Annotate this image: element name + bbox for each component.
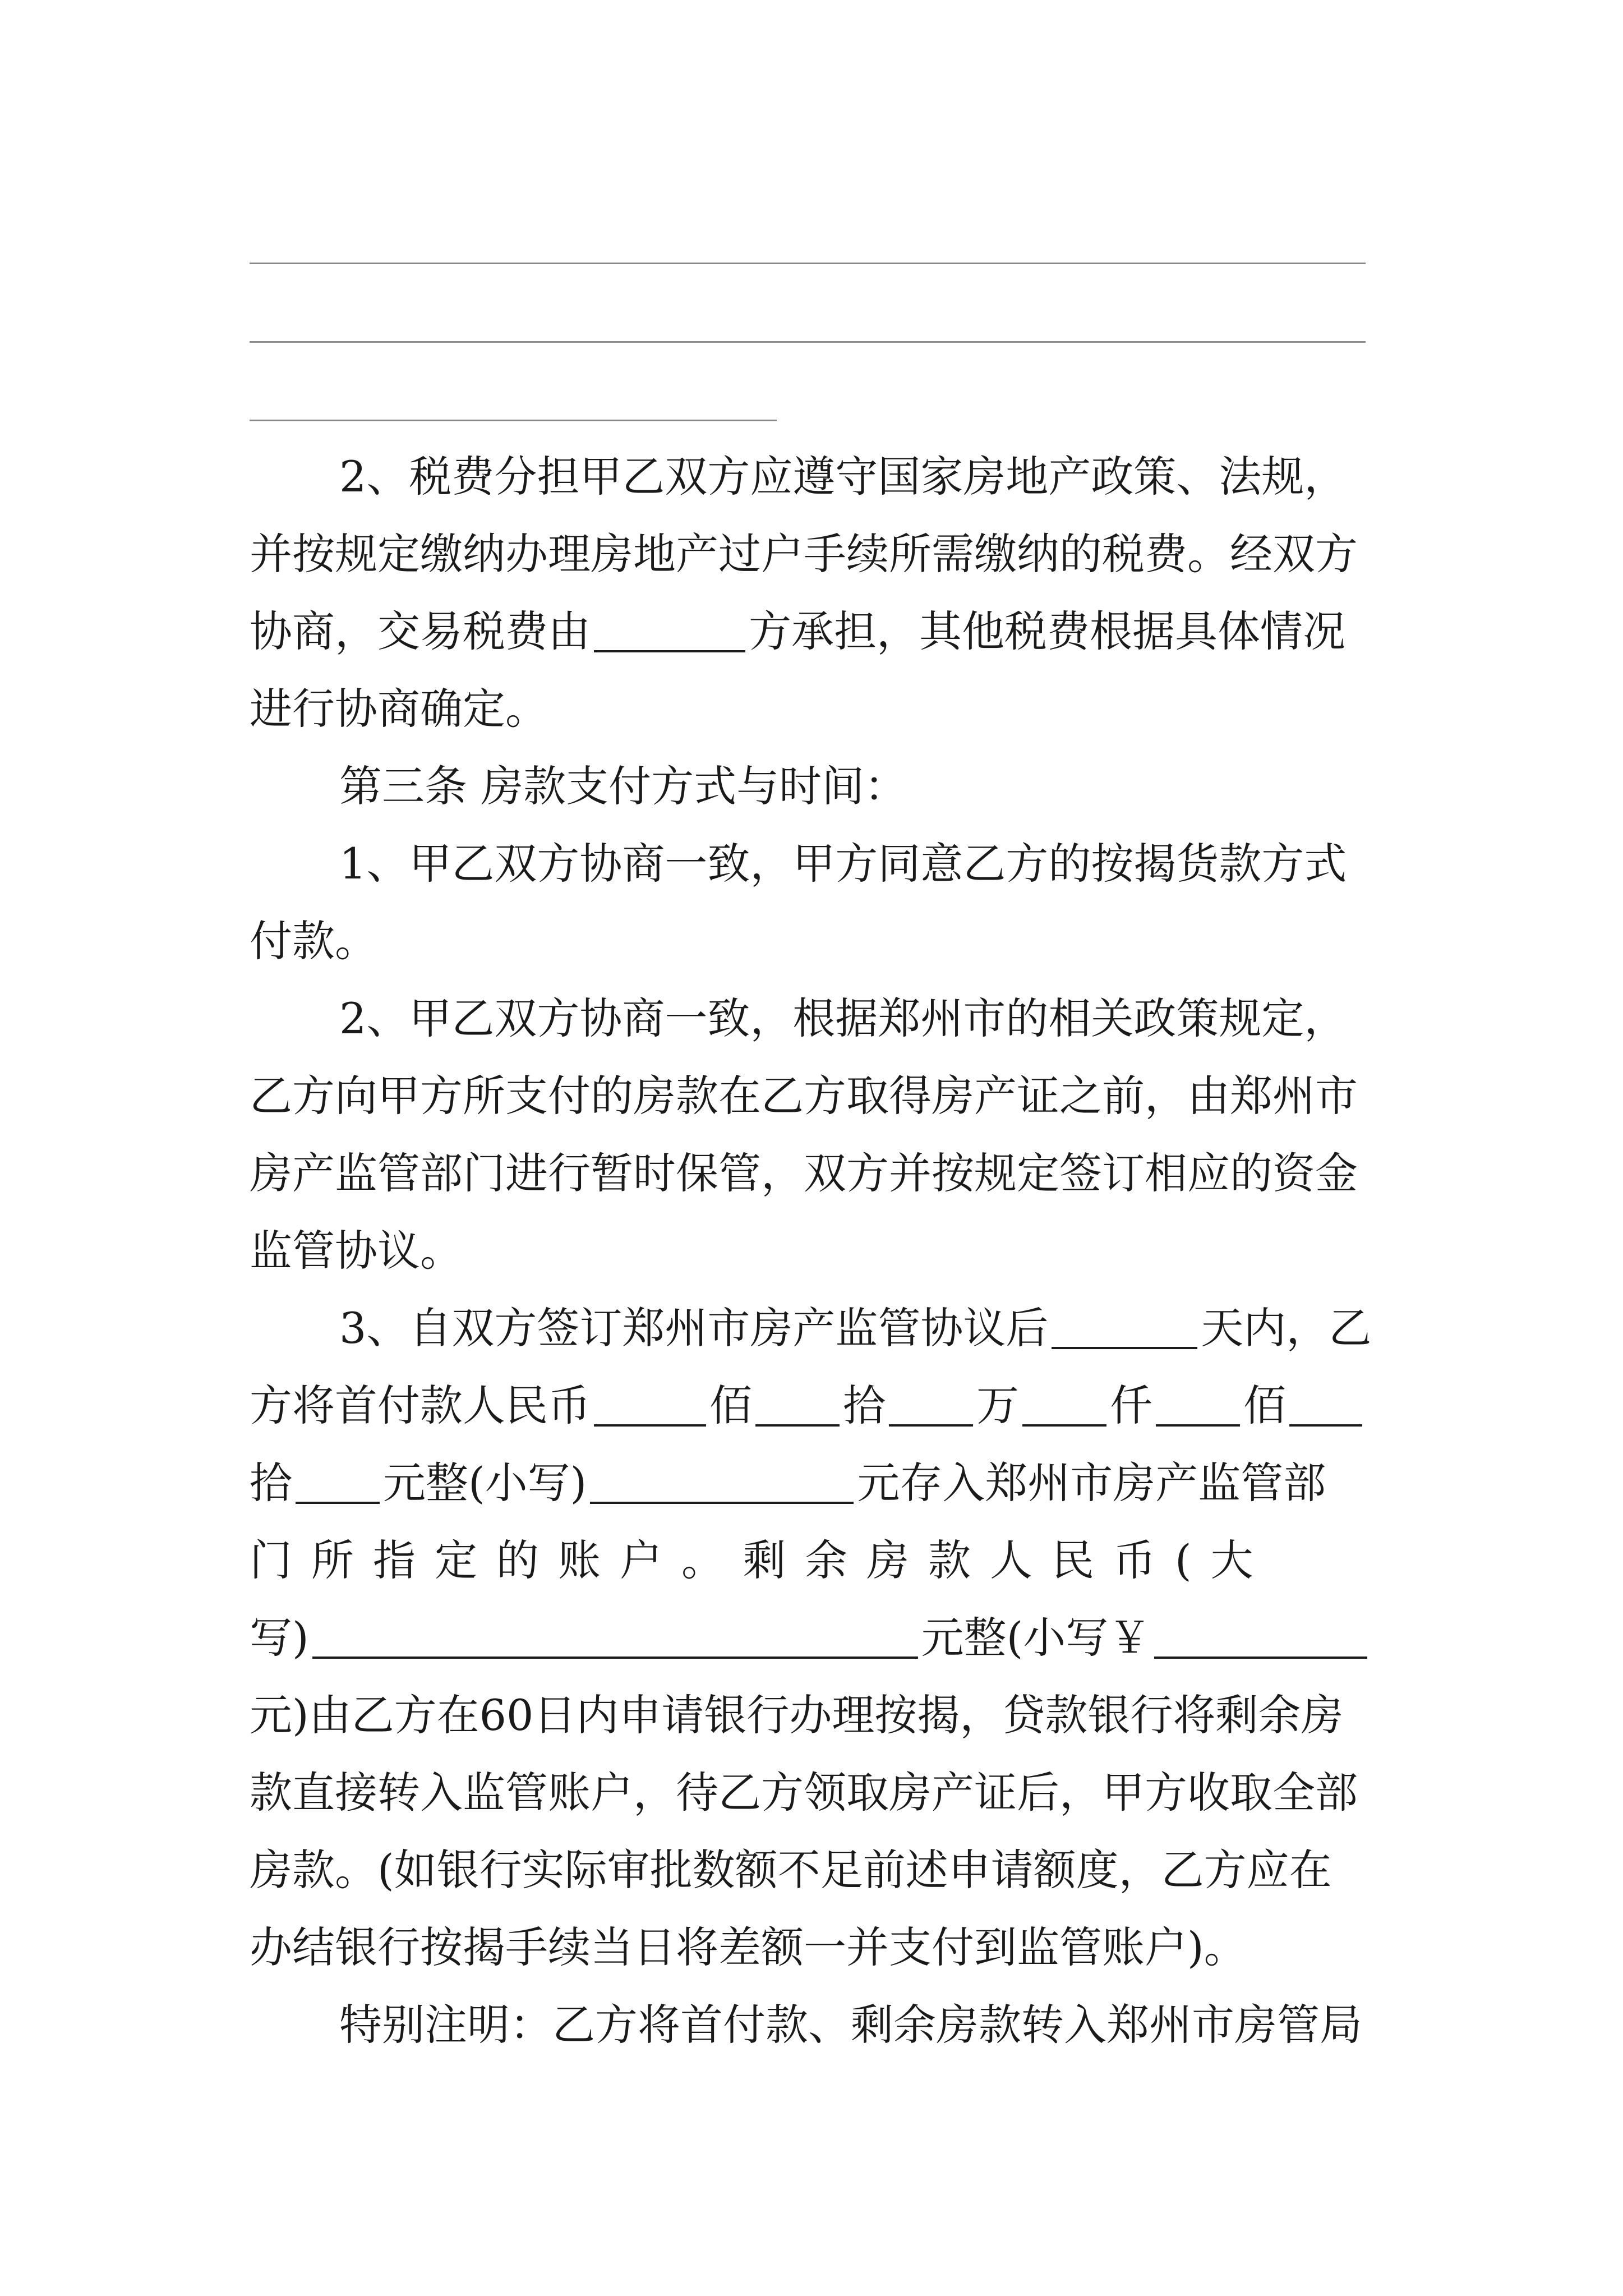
tax-paragraph-line-3 xyxy=(250,598,1388,665)
item-1-line-1 xyxy=(339,830,1388,898)
article-3-heading xyxy=(339,753,1388,820)
item-3-line-4 xyxy=(250,1527,1388,1594)
text: 款直接转入监管账户，待乙方领取房产证后，甲方收取全部 xyxy=(250,1768,1358,1818)
tax-paragraph-line-1 xyxy=(339,443,1388,510)
text: 房款。(如银行实际审批数额不足前述申请额度，乙方应在 xyxy=(250,1845,1332,1895)
amount-blank[interactable] xyxy=(594,1385,706,1427)
item-3-line-1 xyxy=(339,1295,1388,1362)
text: 元整(小写￥ xyxy=(921,1613,1151,1663)
text: 协商，交易税费由 xyxy=(250,606,591,656)
days-blank[interactable] xyxy=(1052,1308,1197,1349)
text: 拾 xyxy=(250,1458,292,1508)
text: 特别注明：乙方将首付款、剩余房款转入郑州市房管局 xyxy=(339,2000,1362,2050)
amount-blank[interactable] xyxy=(889,1385,973,1427)
amount-blank[interactable] xyxy=(296,1462,380,1504)
text: 写) xyxy=(250,1613,309,1663)
text: 房产监管部门进行暂时保管，双方并按规定签订相应的资金 xyxy=(250,1148,1358,1198)
text: 佰 xyxy=(1243,1381,1286,1430)
text: 1、甲乙双方协商一致，甲方同意乙方的按揭货款方式 xyxy=(339,839,1347,889)
text: 天内，乙 xyxy=(1201,1303,1372,1353)
text: 元)由乙方在60日内申请银行办理按揭，贷款银行将剩余房 xyxy=(250,1690,1344,1740)
item-3-line-9 xyxy=(250,1914,1388,1981)
item-3-line-8 xyxy=(250,1837,1388,1904)
tax-payer-blank[interactable] xyxy=(594,611,745,652)
text: 进行协商确定。 xyxy=(250,684,548,734)
text: 3、自双方签订郑州市房产监管协议后 xyxy=(339,1303,1049,1353)
text: 元整(小写) xyxy=(383,1458,587,1508)
text: 佰 xyxy=(709,1381,752,1430)
item-3-line-6 xyxy=(250,1682,1388,1749)
item-3-line-2 xyxy=(250,1372,1388,1439)
tax-paragraph-line-4 xyxy=(250,675,1388,743)
item-2-line-2 xyxy=(250,1062,1388,1130)
item-3-line-3 xyxy=(250,1450,1388,1517)
text: 乙方向甲方所支付的房款在乙方取得房产证之前，由郑州市 xyxy=(250,1071,1358,1121)
amount-blank[interactable] xyxy=(1156,1385,1240,1427)
text: 元存入郑州市房产监管部 xyxy=(857,1458,1326,1508)
text: 方承担，其他税费根据具体情况 xyxy=(749,606,1345,656)
text: 并按规定缴纳办理房地产过户手续所需缴纳的税费。经双方 xyxy=(250,529,1358,579)
blank-rule-1 xyxy=(250,263,1366,264)
tax-paragraph-line-2 xyxy=(250,521,1388,588)
amount-lowercase-blank[interactable] xyxy=(590,1462,854,1504)
text: 万 xyxy=(976,1381,1019,1430)
amount-blank[interactable] xyxy=(1289,1385,1362,1427)
amount-blank[interactable] xyxy=(755,1385,840,1427)
text: 监管协议。 xyxy=(250,1226,463,1276)
text: 拾 xyxy=(843,1381,886,1430)
special-note-line xyxy=(339,1991,1388,2059)
blank-rule-3 xyxy=(250,420,777,421)
text: 2、甲乙双方协商一致，根据郑州市的相关政策规定， xyxy=(339,993,1347,1043)
item-3-line-7 xyxy=(250,1759,1388,1826)
text: 门所指定的账户。剩余房款人民币(大 xyxy=(250,1535,1272,1585)
item-1-line-2 xyxy=(250,908,1388,975)
remaining-amount-uppercase-blank[interactable] xyxy=(312,1617,918,1659)
remaining-amount-lowercase-blank[interactable] xyxy=(1154,1617,1367,1659)
blank-rule-2 xyxy=(250,341,1366,343)
item-2-line-1 xyxy=(339,985,1388,1052)
text: 2、税费分担甲乙双方应遵守国家房地产政策、法规， xyxy=(339,452,1347,501)
text: 方将首付款人民币 xyxy=(250,1381,591,1430)
text: 仟 xyxy=(1110,1381,1152,1430)
amount-blank[interactable] xyxy=(1022,1385,1106,1427)
item-2-line-3 xyxy=(250,1140,1388,1207)
item-2-line-4 xyxy=(250,1217,1388,1285)
text: 付款。 xyxy=(250,916,377,966)
item-3-line-5 xyxy=(250,1604,1388,1672)
heading-text: 第三条 房款支付方式与时间： xyxy=(339,761,907,811)
text: 办结银行按揭手续当日将差额一并支付到监管账户)。 xyxy=(250,1922,1247,1972)
